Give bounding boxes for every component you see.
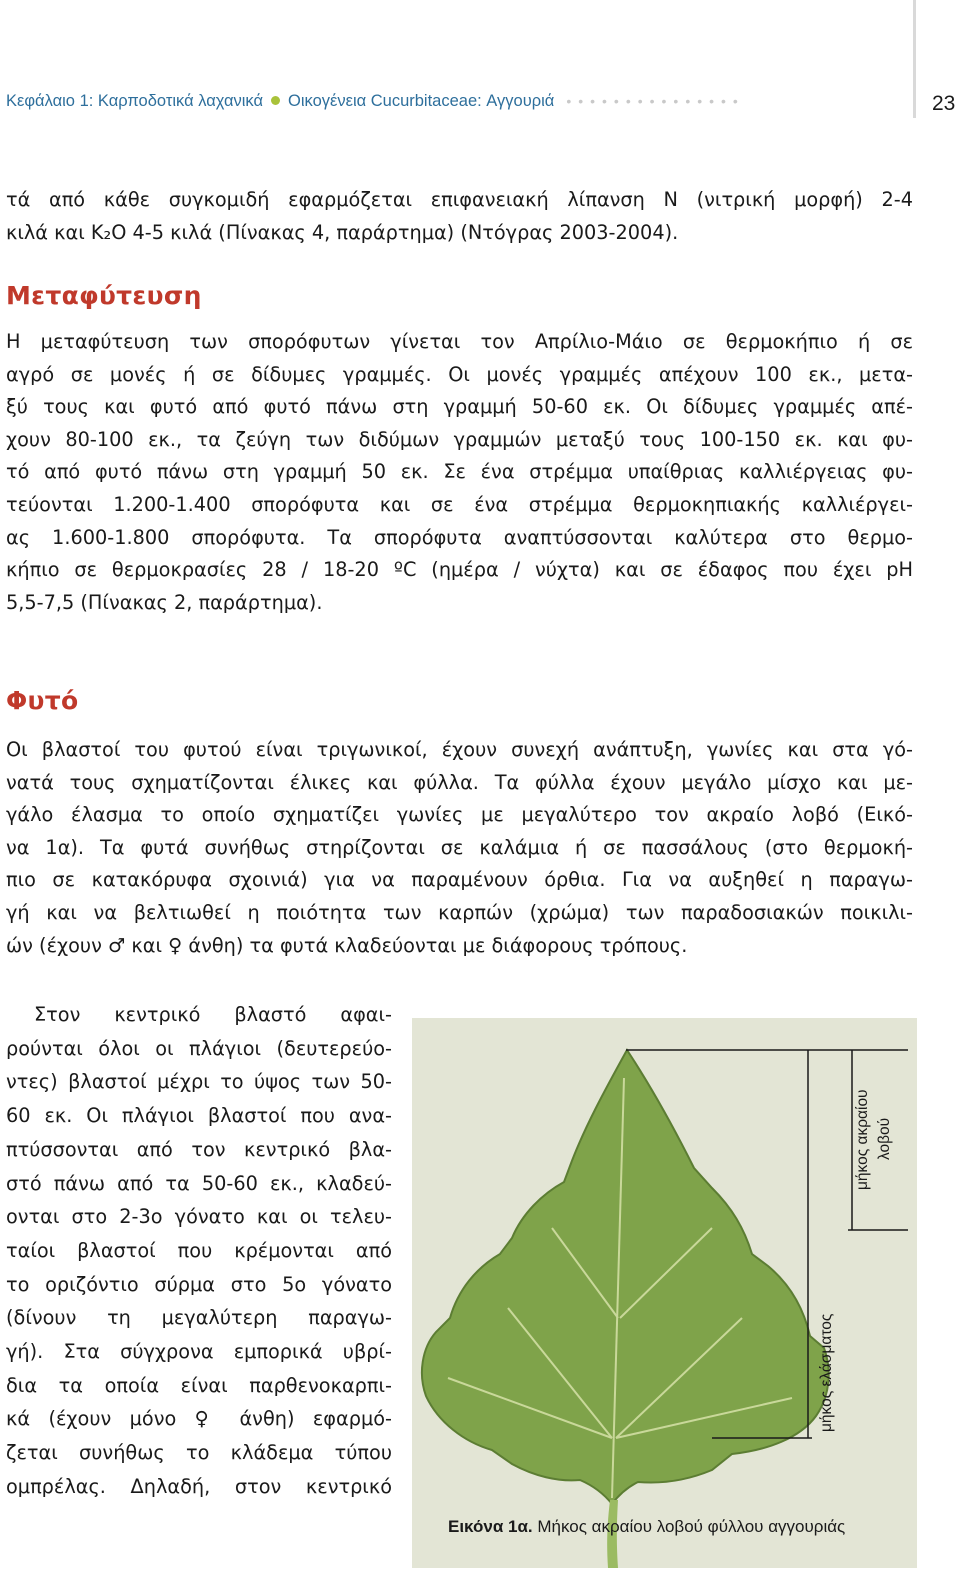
intro-paragraph xyxy=(6,184,913,249)
label-tip-lobe-length-line1: μήκος ακραίου xyxy=(854,1089,871,1190)
text-line: ονται στο 2-3ο γόνατο και οι τελευ- xyxy=(6,1205,392,1229)
text-line: τό από φυτό πάνω στη γραμμή 50 εκ. Σε ένα στρέμμα υπαίθριας καλλιέργειας φυ- xyxy=(6,460,913,484)
text-line: τά από κάθε συγκομιδή εφαρμόζεται επιφανειακή λίπανση N (νιτρική μορφή) 2-4 xyxy=(6,188,913,211)
text-line: ών (έχουν ♂ και ♀ άνθη) τα φυτά κλαδεύονται με διάφορους τρόπους. xyxy=(6,933,688,957)
text-line: ταίοι βλαστοί που κρέμονται από xyxy=(6,1238,392,1262)
label-blade-length: μήκος ελάσματος xyxy=(818,1313,835,1432)
text-line: ξύ τους και φυτό από φυτό πάνω στη γραμμή 50-60 εκ. Οι δίδυμες γραμμές απέ- xyxy=(6,395,913,419)
text-line: στό πάνω από τα 50-60 εκ., κλαδεύ- xyxy=(6,1171,392,1195)
text-line: ας 1.600-1.800 σπορόφυτα. Τα σπορόφυτα αναπτύσσονται καλύτερα στο θερμο- xyxy=(6,525,913,549)
header-family: Οικογένεια Cucurbitaceae: Αγγουριά xyxy=(288,92,555,110)
text-line: ομπρέλας. Δηλαδή, στον κεντρικό xyxy=(6,1474,392,1498)
text-line: γάλο έλασμα το οποίο σχηματίζει γωνίες με μεγαλύτερο τον ακραίο λοβό (Εικό- xyxy=(6,803,913,827)
header-chapter: Κεφάλαιο 1: Καρποδοτικά λαχανικά xyxy=(6,92,264,110)
text-line: γή και να βελτιωθεί η ποιότητα των καρπών (χρώμα) των παραδοσιακών ποικιλι- xyxy=(6,900,913,924)
text-line: 60 εκ. Οι πλάγιοι βλαστοί που ανα- xyxy=(6,1104,392,1128)
cucumber-leaf-illustration xyxy=(412,1018,917,1568)
text-line: ντες) βλαστοί μέχρι το ύψος των 50- xyxy=(6,1070,392,1094)
figure-caption-text: Μήκος ακραίου λοβού φύλλου αγγουριάς xyxy=(537,1517,846,1536)
text-line: Στον κεντρικό βλαστό αφαι- xyxy=(34,1003,392,1026)
text-line: κήπιο σε θερμοκρασίες 28 / 18-20 ºC (ημέρα / νύχτα) και σε έδαφος που έχει pH xyxy=(6,558,913,582)
page-number: 23 xyxy=(932,92,956,115)
text-line: κά (έχουν μόνο ♀ άνθη) εφαρμό- xyxy=(6,1407,392,1431)
text-line: ζεται συνήθως το κλάδεμα τύπου xyxy=(6,1441,392,1465)
text-line: το οριζόντιο σύρμα στο 5ο γόνατο xyxy=(6,1272,392,1296)
text-line: γή). Στα σύγχρονα εμπορικά υβρί- xyxy=(6,1340,392,1364)
running-header xyxy=(6,92,906,120)
text-line: Οι βλαστοί του φυτού είναι τριγωνικοί, έχουν συνεχή ανάπτυξη, γωνίες και στα γό- xyxy=(6,738,913,761)
text-line: νατά τους σχηματίζονται έλικες και φύλλα. Τα φύλλα έχουν μεγάλο μίσχο και με- xyxy=(6,770,913,794)
label-tip-lobe-length-line2: λοβού xyxy=(876,1117,893,1160)
transplanting-paragraph xyxy=(6,326,913,619)
text-line: κιλά και K₂O 4-5 κιλά (Πίνακας 4, παράρτημα) (Ντόγρας 2003-2004). xyxy=(6,220,679,244)
text-line: (δίνουν τη μεγαλύτερη παραγω- xyxy=(6,1306,392,1330)
text-line: αγρό σε μονές ή σε δίδυμες γραμμές. Οι μονές γραμμές απέχουν 100 εκ., μετα- xyxy=(6,362,913,386)
text-line: πτύσσονται από τον κεντρικό βλα- xyxy=(6,1137,392,1161)
header-dot-leader: ••••••••••••••• xyxy=(566,93,745,109)
pruning-paragraph xyxy=(6,998,392,1504)
text-line: χουν 80-100 εκ., τα ζεύγη των διδύμων γραμμών μεταξύ τους 100-150 εκ. και φυ- xyxy=(6,427,913,451)
text-line: ρούνται όλοι οι πλάγιοι (δευτερεύο- xyxy=(6,1036,392,1060)
figure-caption xyxy=(448,1517,845,1537)
plant-paragraph xyxy=(6,734,913,962)
text-line: να 1α). Τα φυτά συνήθως στηρίζονται σε καλάμια ή σε πασσάλους (στο θερμοκή- xyxy=(6,835,913,859)
figure-caption-prefix: Εικόνα 1α. xyxy=(448,1517,533,1536)
figure-leaf xyxy=(412,1018,917,1568)
text-line: Η μεταφύτευση των σπορόφυτων γίνεται τον Απρίλιο-Μάιο σε θερμοκήπιο ή σε xyxy=(6,330,913,353)
text-line: τεύονται 1.200-1.400 σπορόφυτα και σε ένα στρέμμα θερμοκηπιακής καλλιέργει- xyxy=(6,492,913,516)
text-line: δια τα οποία είναι παρθενοκαρπι- xyxy=(6,1373,392,1397)
text-line: πιο σε κατακόρυφα σχοινιά) για να παραμένουν όρθια. Για να αυξηθεί η παραγω- xyxy=(6,868,913,892)
header-bullet-icon xyxy=(271,96,280,105)
text-line: 5,5-7,5 (Πίνακας 2, παράρτημα). xyxy=(6,590,323,614)
header-vertical-rule xyxy=(913,0,916,118)
section-heading-plant: Φυτό xyxy=(6,686,79,715)
section-heading-transplanting: Μεταφύτευση xyxy=(6,281,202,310)
